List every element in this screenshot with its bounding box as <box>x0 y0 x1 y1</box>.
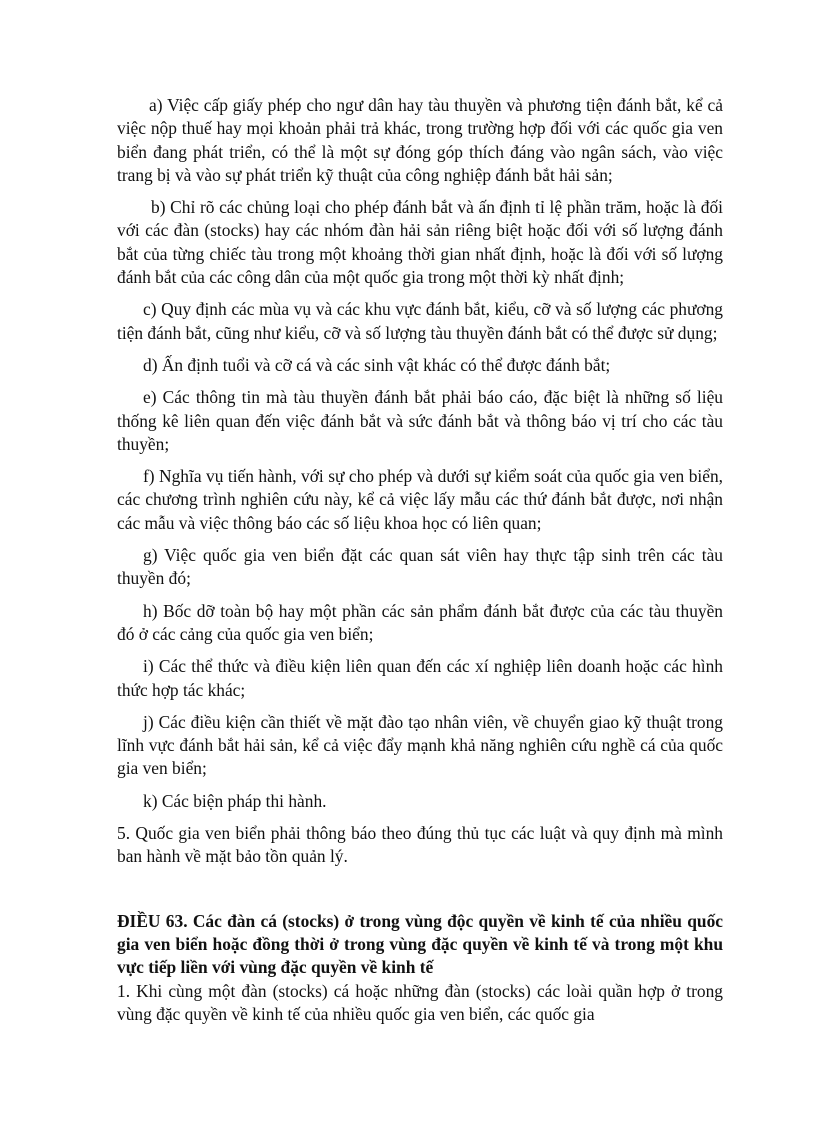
paragraph-b: b) Chỉ rõ các chủng loại cho phép đánh bắt và ấn định tỉ lệ phần trăm, hoặc là đối với các đàn (stocks) hay các nhóm đàn hải sản riêng biệt hoặc đối với số lượng đánh bắt của từng chiếc tàu trong một khoảng thời gian nhất định, hoặc là đối với số lượng đánh bắt của các công dân của một quốc gia trong một thời kỳ nhất định; <box>117 197 723 288</box>
paragraph-c: c) Quy định các mùa vụ và các khu vực đánh bắt, kiểu, cỡ và số lượng các phương tiện đánh bắt, cũng như kiểu, cỡ và số lượng tàu thuyền đánh bắt có thể được sử dụng; <box>117 299 723 343</box>
paragraph-f: f) Nghĩa vụ tiến hành, với sự cho phép và dưới sự kiểm soát của quốc gia ven biển, các chương trình nghiên cứu này, kể cả việc lấy mẫu các thứ đánh bắt được, nơi nhận các mẫu và việc thông báo các số liệu khoa học có liên quan; <box>117 466 723 533</box>
paragraph-a: a) Việc cấp giấy phép cho ngư dân hay tàu thuyền và phương tiện đánh bắt, kể cả việc nộp thuế hay mọi khoản phải trả khác, trong trường hợp đối với các quốc gia ven biển đang phát triển, có thể là một sự đóng góp thích đáng vào ngân sách, vào việc trang bị và vào sự phát triển kỹ thuật của công nghiệp đánh bắt hải sản; <box>117 95 723 185</box>
article-63-clause-1: 1. Khi cùng một đàn (stocks) cá hoặc những đàn (stocks) các loài quần hợp ở trong vùng đặc quyền về kinh tế của nhiều quốc gia ven biển, các quốc gia <box>117 980 723 1024</box>
clause-5: 5. Quốc gia ven biển phải thông báo theo đúng thủ tục các luật và quy định mà mình ban hành về mặt bảo tồn quản lý. <box>117 823 723 867</box>
paragraph-h: h) Bốc dỡ toàn bộ hay một phần các sản phẩm đánh bắt được của các tàu thuyền đó ở các cảng của quốc gia ven biển; <box>117 600 723 644</box>
paragraph-g: g) Việc quốc gia ven biển đặt các quan sát viên hay thực tập sinh trên các tàu thuyền đó; <box>117 545 723 589</box>
paragraph-e: e) Các thông tin mà tàu thuyền đánh bắt phải báo cáo, đặc biệt là những số liệu thống kê liên quan đến việc đánh bắt và sức đánh bắt và thông báo vị trí cho các tàu thuyền; <box>117 387 723 454</box>
document-page <box>117 94 723 1035</box>
article-63-heading: ĐIỀU 63. Các đàn cá (stocks) ở trong vùng độc quyền về kinh tế của nhiều quốc gia ven biển hoặc đồng thời ở trong vùng đặc quyền về kinh tế và trong một khu vực tiếp liền với vùng đặc quyền về kinh tế <box>117 910 723 978</box>
paragraph-j: j) Các điều kiện cần thiết về mặt đào tạo nhân viên, về chuyển giao kỹ thuật trong lĩnh vực đánh bắt hải sản, kể cả việc đẩy mạnh khả năng nghiên cứu nghề cá của quốc gia ven biển; <box>117 711 723 779</box>
paragraph-i: i) Các thể thức và điều kiện liên quan đến các xí nghiệp liên doanh hoặc các hình thức hợp tác khác; <box>117 656 723 700</box>
paragraph-d: d) Ấn định tuổi và cỡ cá và các sinh vật khác có thể được đánh bắt; <box>143 354 611 375</box>
paragraph-k: k) Các biện pháp thi hành. <box>143 790 327 811</box>
